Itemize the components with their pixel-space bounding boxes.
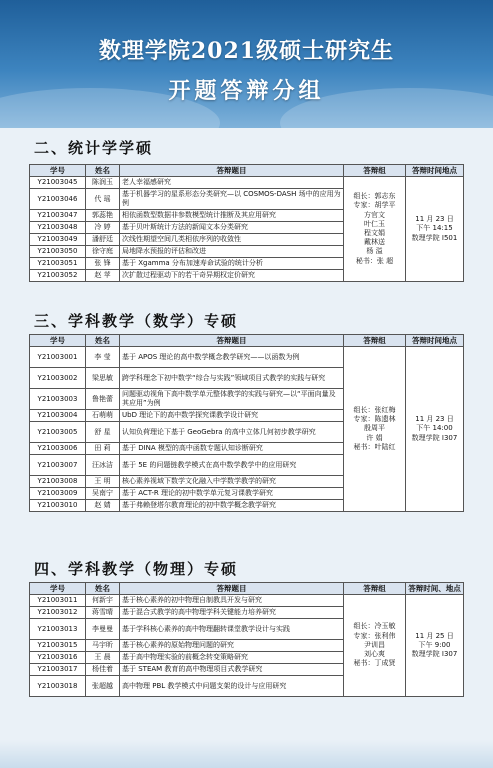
defense-group	[344, 347, 406, 512]
group-member: 叶仁玉	[364, 219, 385, 228]
student-id: Y21003046	[30, 189, 86, 210]
student-id: Y21003047	[30, 210, 86, 222]
thesis-topic: 基于核心素养的初中物理自制教具开发与研究	[120, 595, 344, 607]
header-group: 答辩组	[344, 165, 406, 177]
student-id: Y21003009	[30, 488, 86, 500]
student-name: 张 锋	[86, 258, 120, 270]
section-heading-math-education: 三、学科教学（数学）专硕	[34, 312, 239, 330]
thesis-topic: 基于混合式教学的高中物理学科关键能力培养研究	[120, 607, 344, 619]
thesis-topic: 基于 5E 的问题链教学模式在高中数学教学中的应用研究	[120, 455, 344, 476]
defense-time-place	[406, 347, 464, 512]
group-member: 程文娟	[364, 229, 385, 237]
group-member: 秘书：叶陆红	[353, 442, 396, 451]
student-name: 冷 婷	[86, 222, 120, 234]
student-id: Y21003048	[30, 222, 86, 234]
table-row	[30, 347, 464, 368]
thesis-topic: 老人幸福感研究	[120, 177, 344, 189]
thesis-topic: 认知负荷理论下基于 GeoGebra 的高中立体几何初步教学研究	[120, 422, 344, 443]
header-topic: 答辩题目	[120, 165, 344, 177]
header-name: 姓名	[86, 583, 120, 595]
student-name: 石萌萌	[86, 410, 120, 422]
header-time: 答辩时间地点	[406, 335, 464, 347]
header-name: 姓名	[86, 165, 120, 177]
student-name: 代 瑶	[86, 189, 120, 210]
group-member: 戴林送	[364, 238, 385, 247]
header-time: 答辩时间地点	[406, 165, 464, 177]
thesis-topic: 基于 ACT-R 理论的初中数学单元复习课教学研究	[120, 488, 344, 500]
group-member: 秘书：丁成贤	[353, 659, 396, 668]
group-member: 秘书：张 超	[355, 256, 394, 265]
student-id: Y21003045	[30, 177, 86, 189]
group-member: 专家：胡学平	[353, 201, 396, 210]
group-member: 组长：张红梅	[353, 405, 396, 414]
thesis-topic: 相依函数型数据非参数模型统计推断及其应用研究	[120, 210, 344, 222]
student-name: 王 明	[86, 476, 120, 488]
student-name: 汪冰洁	[86, 455, 120, 476]
thesis-topic: 基于 Xgamma 分布加速寿命试验的统计分析	[120, 258, 344, 270]
student-name: 田 莉	[86, 443, 120, 455]
defense-time: 下午 14:15	[416, 224, 453, 233]
header-banner	[0, 0, 493, 128]
header-id: 学号	[30, 335, 86, 347]
defense-room: 数理学院 I307	[411, 650, 458, 659]
defense-date: 11 月 23 日	[415, 415, 454, 424]
thesis-topic: 次线性期望空间几类相依序列的收敛性	[120, 234, 344, 246]
page-title: 数理学院2021级硕士研究生	[98, 38, 395, 64]
student-name: 李 莹	[86, 347, 120, 368]
student-id: Y21003003	[30, 389, 86, 410]
student-id: Y21003012	[30, 607, 86, 619]
header-topic: 答辩题目	[120, 583, 344, 595]
thesis-topic: 基于机器学习的星系形态分类研究—以 COSMOS-DASH 场中的应用为例	[120, 189, 344, 210]
group-member: 刘心爽	[364, 650, 385, 659]
defense-time: 下午 9:00	[418, 640, 451, 649]
section-heading-statistics: 二、统计学学硕	[34, 139, 154, 157]
thesis-topic: 基于 DINA 模型的高中函数专题认知诊断研究	[120, 443, 344, 455]
thesis-topic: 基于 APOS 理论的高中数学概念教学研究——以函数为例	[120, 347, 344, 368]
student-id: Y21003050	[30, 246, 86, 258]
schedule-table-math-education	[29, 334, 464, 512]
group-member: 尹训昌	[364, 640, 385, 649]
defense-date: 11 月 23 日	[415, 215, 454, 224]
student-id: Y21003017	[30, 664, 86, 676]
defense-room: 数理学院 I501	[411, 233, 458, 242]
defense-date: 11 月 25 日	[415, 631, 454, 640]
table-row	[30, 595, 464, 607]
student-id: Y21003052	[30, 270, 86, 282]
student-id: Y21003011	[30, 595, 86, 607]
thesis-topic: 问题驱动视角下高中数学单元整体教学的实践与研究—以“平面向量及其应用”为例	[120, 389, 344, 410]
header-topic: 答辩题目	[120, 335, 344, 347]
header-id: 学号	[30, 165, 86, 177]
thesis-topic: 高中物理 PBL 教学模式中问题支架的设计与应用研究	[120, 676, 344, 697]
student-id: Y21003008	[30, 476, 86, 488]
group-member: 杨 溢	[366, 247, 383, 256]
thesis-topic: 基于核心素养的原始物理问题的研究	[120, 640, 344, 652]
student-id: Y21003051	[30, 258, 86, 270]
group-member: 专家：张利伟	[353, 631, 396, 640]
student-name: 徐守庭	[86, 246, 120, 258]
student-name: 何新宇	[86, 595, 120, 607]
student-id: Y21003001	[30, 347, 86, 368]
thesis-topic: 基于学科核心素养的高中物理翻转课堂教学设计与实践	[120, 619, 344, 640]
defense-group	[344, 595, 406, 697]
defense-time-place	[406, 595, 464, 697]
student-id: Y21003006	[30, 443, 86, 455]
student-id: Y21003013	[30, 619, 86, 640]
student-name: 王 晨	[86, 652, 120, 664]
defense-group	[344, 177, 406, 282]
group-member: 殷周平	[364, 424, 385, 433]
student-name: 梁思敏	[86, 368, 120, 389]
student-name: 李曼曼	[86, 619, 120, 640]
header-group: 答辩组	[344, 335, 406, 347]
header-group: 答辩组	[344, 583, 406, 595]
student-name: 郭蕊艳	[86, 210, 120, 222]
student-id: Y21003002	[30, 368, 86, 389]
student-name: 杨佳着	[86, 664, 120, 676]
student-name: 马宇昕	[86, 640, 120, 652]
thesis-topic: UbD 理论下的高中数学探究课教学设计研究	[120, 410, 344, 422]
student-name: 舒 星	[86, 422, 120, 443]
student-name: 赵 婧	[86, 500, 120, 512]
student-id: Y21003018	[30, 676, 86, 697]
student-name: 潘舒廷	[86, 234, 120, 246]
student-name: 鲁艳蕾	[86, 389, 120, 410]
student-id: Y21003007	[30, 455, 86, 476]
schedule-table-statistics	[29, 164, 464, 282]
thesis-topic: 基于高中物理实验的前概念转变策略研究	[120, 652, 344, 664]
student-id: Y21003015	[30, 640, 86, 652]
student-id: Y21003005	[30, 422, 86, 443]
thesis-topic: 基于弗赖登塔尔教育理论的初中数学概念教学研究	[120, 500, 344, 512]
student-id: Y21003016	[30, 652, 86, 664]
student-name: 蒋雪晴	[86, 607, 120, 619]
student-id: Y21003010	[30, 500, 86, 512]
group-member: 专家：陈遗林	[353, 415, 396, 424]
thesis-topic: 核心素养视域下数学文化融入中学数学教学的研究	[120, 476, 344, 488]
thesis-topic: 基于 STEAM 教育的高中物理项目式教学研究	[120, 664, 344, 676]
schedule-table-physics-education	[29, 582, 464, 697]
page-subtitle: 开题答辩分组	[168, 78, 325, 104]
thesis-topic: 基于贝叶斯统计方法的新闻文本分类研究	[120, 222, 344, 234]
student-name: 赵 苹	[86, 270, 120, 282]
student-name: 张超越	[86, 676, 120, 697]
defense-time-place	[406, 177, 464, 282]
student-id: Y21003004	[30, 410, 86, 422]
footer-decoration	[0, 740, 493, 768]
group-member: 许 娟	[366, 433, 383, 442]
group-member: 组长：郭志东	[353, 192, 396, 201]
group-member: 组长：冷玉敏	[353, 622, 396, 631]
thesis-topic: 跨学科理念下初中数学“综合与实践”领域项目式教学的实践与研究	[120, 368, 344, 389]
thesis-topic: 局地降水预报的评估和改进	[120, 246, 344, 258]
student-id: Y21003049	[30, 234, 86, 246]
section-heading-physics-education: 四、学科教学（物理）专硕	[34, 560, 239, 578]
group-member: 方官文	[364, 210, 385, 219]
table-row	[30, 177, 464, 189]
thesis-topic: 次扩散过程驱动下的若干奇异期权定价研究	[120, 270, 344, 282]
header-time: 答辩时间、地点	[406, 583, 464, 595]
header-id: 学号	[30, 583, 86, 595]
defense-room: 数理学院 I307	[411, 433, 458, 442]
student-name: 陈润玉	[86, 177, 120, 189]
student-name: 吴南宁	[86, 488, 120, 500]
header-name: 姓名	[86, 335, 120, 347]
defense-time: 下午 14:00	[416, 424, 453, 433]
